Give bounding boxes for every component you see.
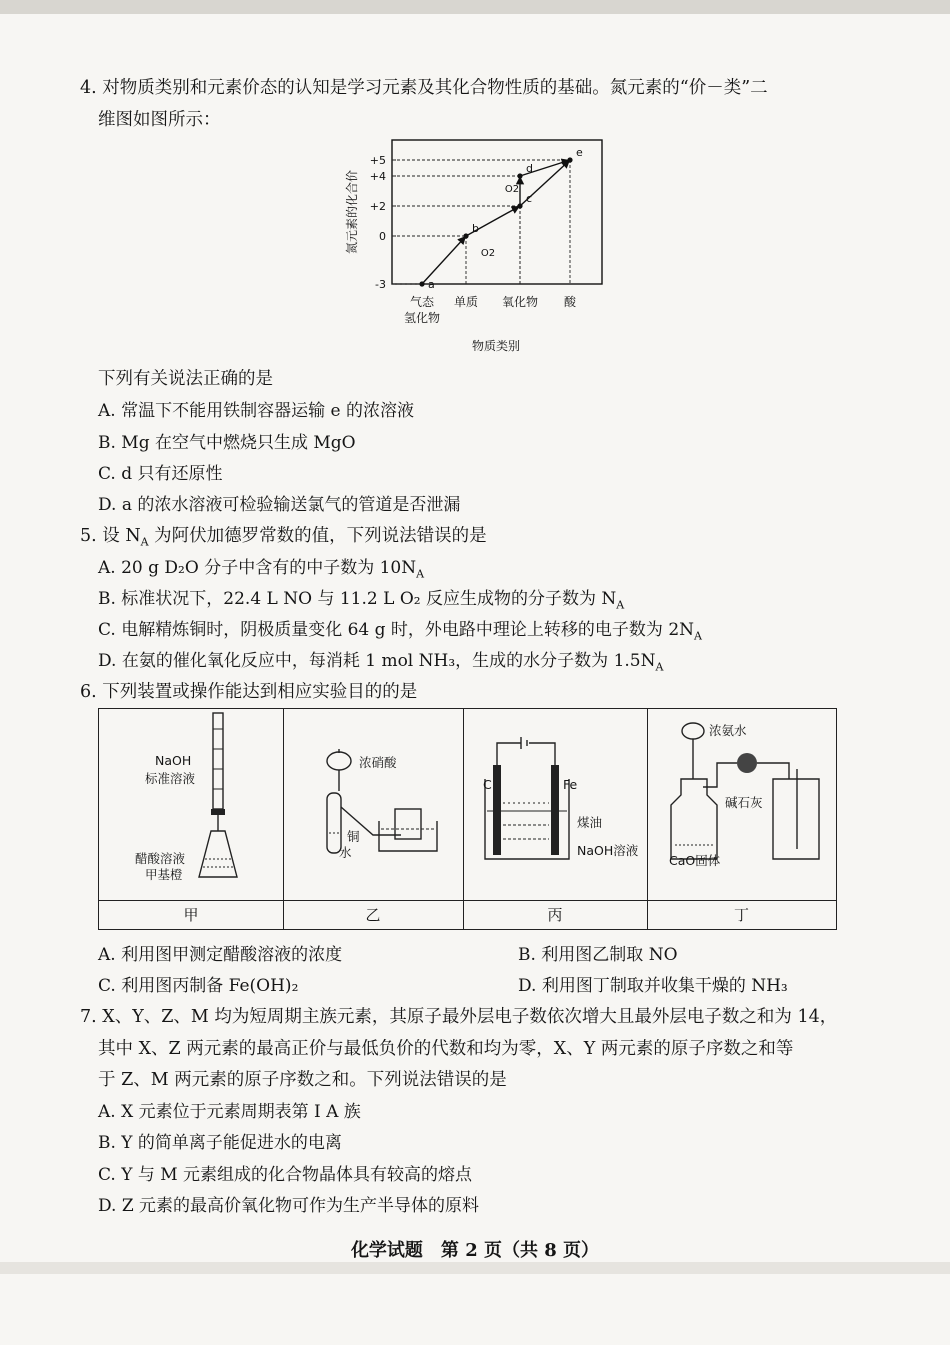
q7-line2: 其中 X、Z 两元素的最高正价与最低负价的代数和均为零，X、Y 两元素的原子序数之和等 bbox=[98, 1039, 794, 1059]
panel-bing-label: 丙 bbox=[463, 900, 647, 929]
q5-stem: 5. 设 $N_A$ 为阿伏加德罗常数的值，下列说法错误的是 bbox=[80, 526, 487, 549]
point-e bbox=[567, 157, 572, 162]
q4-stem-line2: 维图如图所示： bbox=[98, 110, 221, 130]
y-tick-label: +2 bbox=[369, 200, 386, 213]
label-copper: 铜 bbox=[347, 829, 360, 844]
x-label-acid: 酸 bbox=[563, 295, 577, 309]
x-label-gaseous: 气态 bbox=[409, 295, 435, 309]
label-iron: Fe bbox=[563, 777, 578, 792]
q5-option-b: B. 标准状况下，22.4 L NO 与 11.2 L O₂ 反应生成物的分子数为 $N_A$ bbox=[98, 589, 625, 612]
q4-option-d: D. a 的浓水溶液可检验输送氯气的管道是否泄漏 bbox=[98, 495, 461, 515]
point-c bbox=[517, 203, 522, 208]
panel-ding-label: 丁 bbox=[647, 900, 836, 929]
top-scan-band bbox=[0, 0, 950, 14]
y-tick-label: +4 bbox=[369, 170, 386, 183]
label-kerosene: 煤油 bbox=[577, 815, 603, 830]
point-label-b: b bbox=[472, 222, 479, 235]
label-soda-lime: 碱石灰 bbox=[725, 795, 763, 810]
q4-stem-line1: 4. 对物质类别和元素价态的认知是学习元素及其化合物性质的基础。氮元素的“价－类”二 bbox=[80, 78, 768, 98]
q4-prompt: 下列有关说法正确的是 bbox=[98, 369, 273, 389]
point-b bbox=[463, 233, 468, 238]
arrow-a-b bbox=[422, 236, 466, 284]
q7-option-a: A. X 元素位于元素周期表第 Ⅰ A 族 bbox=[98, 1102, 361, 1122]
q5-option-a: A. 20 g D₂O 分子中含有的中子数为 $10N_A$ bbox=[98, 558, 425, 581]
q7-option-d: D. Z 元素的最高价氧化物可作为生产半导体的原料 bbox=[98, 1196, 480, 1216]
q7-line3: 于 Z、M 两元素的原子序数之和。下列说法错误的是 bbox=[98, 1070, 507, 1090]
q6-option-c: C. 利用图丙制备 Fe(OH)₂ bbox=[98, 976, 299, 996]
x-label-oxide: 氧化物 bbox=[501, 295, 539, 309]
label-cao-solid: CaO固体 bbox=[669, 853, 721, 868]
label-standard-solution: 标准溶液 bbox=[145, 771, 196, 786]
label-acetic-acid: 醋酸溶液 bbox=[135, 851, 186, 866]
label-water: 水 bbox=[339, 845, 352, 860]
bottom-scan-band bbox=[0, 1262, 950, 1274]
arrow-label-o2-1: O2 bbox=[480, 248, 496, 259]
apparatus-table bbox=[98, 708, 837, 930]
point-label-a: a bbox=[428, 278, 435, 291]
q6-option-d: D. 利用图丁制取并收集干燥的 NH₃ bbox=[518, 976, 788, 996]
q6-option-b: B. 利用图乙制取 NO bbox=[518, 945, 678, 965]
panel-ding bbox=[647, 709, 836, 929]
point-a bbox=[419, 281, 424, 286]
page-footer: 化学试题 第 2 页（共 8 页） bbox=[350, 1240, 600, 1261]
y-tick-label: -3 bbox=[375, 278, 386, 291]
valence-class-chart bbox=[330, 132, 620, 362]
label-carbon: C bbox=[483, 777, 492, 792]
q4-option-c: C. d 只有还原性 bbox=[98, 464, 223, 484]
label-methyl-orange: 甲基橙 bbox=[145, 867, 183, 882]
q4-option-a: A. 常温下不能用铁制容器运输 e 的浓溶液 bbox=[98, 401, 414, 421]
q7-option-b: B. Y 的简单离子能促进水的电离 bbox=[98, 1133, 342, 1153]
x-axis-title: 物质类别 bbox=[471, 339, 521, 353]
titration-apparatus-icon bbox=[99, 709, 283, 901]
panel-bing bbox=[463, 709, 648, 929]
q4-option-b: B. Mg 在空气中燃烧只生成 MgO bbox=[98, 433, 356, 453]
point-label-e: e bbox=[576, 146, 583, 159]
y-tick-label: 0 bbox=[379, 230, 386, 243]
label-conc-nitric-acid: 浓硝酸 bbox=[359, 755, 397, 770]
no-generation-apparatus-icon bbox=[283, 709, 463, 901]
label-conc-ammonia: 浓氨水 bbox=[709, 723, 747, 738]
point-d bbox=[517, 173, 522, 178]
electrolysis-apparatus-icon bbox=[463, 709, 647, 901]
point-label-d: d bbox=[526, 162, 533, 175]
panel-yi bbox=[283, 709, 464, 929]
y-axis-title: 氮元素的化合价 bbox=[345, 169, 359, 255]
q7-line1: 7. X、Y、Z、M 均为短周期主族元素，其原子最外层电子数依次增大且最外层电子数之和为 14， bbox=[80, 1007, 838, 1027]
q6-stem: 6. 下列装置或操作能达到相应实验目的的是 bbox=[80, 682, 418, 702]
x-label-hydride: 氢化物 bbox=[403, 311, 441, 325]
panel-yi-label: 乙 bbox=[283, 900, 463, 929]
q5-option-d: D. 在氨的催化氧化反应中，每消耗 1 mol NH₃，生成的水分子数为 $1.5N_A$ bbox=[98, 651, 664, 674]
point-label-c: c bbox=[526, 192, 533, 205]
label-naoh: NaOH bbox=[155, 753, 192, 768]
x-label-element: 单质 bbox=[453, 295, 479, 309]
q7-option-c: C. Y 与 M 元素组成的化合物晶体具有较高的熔点 bbox=[98, 1165, 473, 1185]
q6-option-a: A. 利用图甲测定醋酸溶液的浓度 bbox=[98, 945, 343, 965]
panel-jia-label: 甲 bbox=[99, 900, 283, 929]
q5-option-c: C. 电解精炼铜时，阴极质量变化 64 g 时，外电路中理论上转移的电子数为 $2N_A$ bbox=[98, 620, 702, 643]
arrow-label-o2-2: O2 bbox=[504, 184, 520, 195]
panel-jia bbox=[99, 709, 284, 929]
label-naoh-solution: NaOH溶液 bbox=[577, 843, 639, 858]
y-tick-label: +5 bbox=[369, 154, 386, 167]
